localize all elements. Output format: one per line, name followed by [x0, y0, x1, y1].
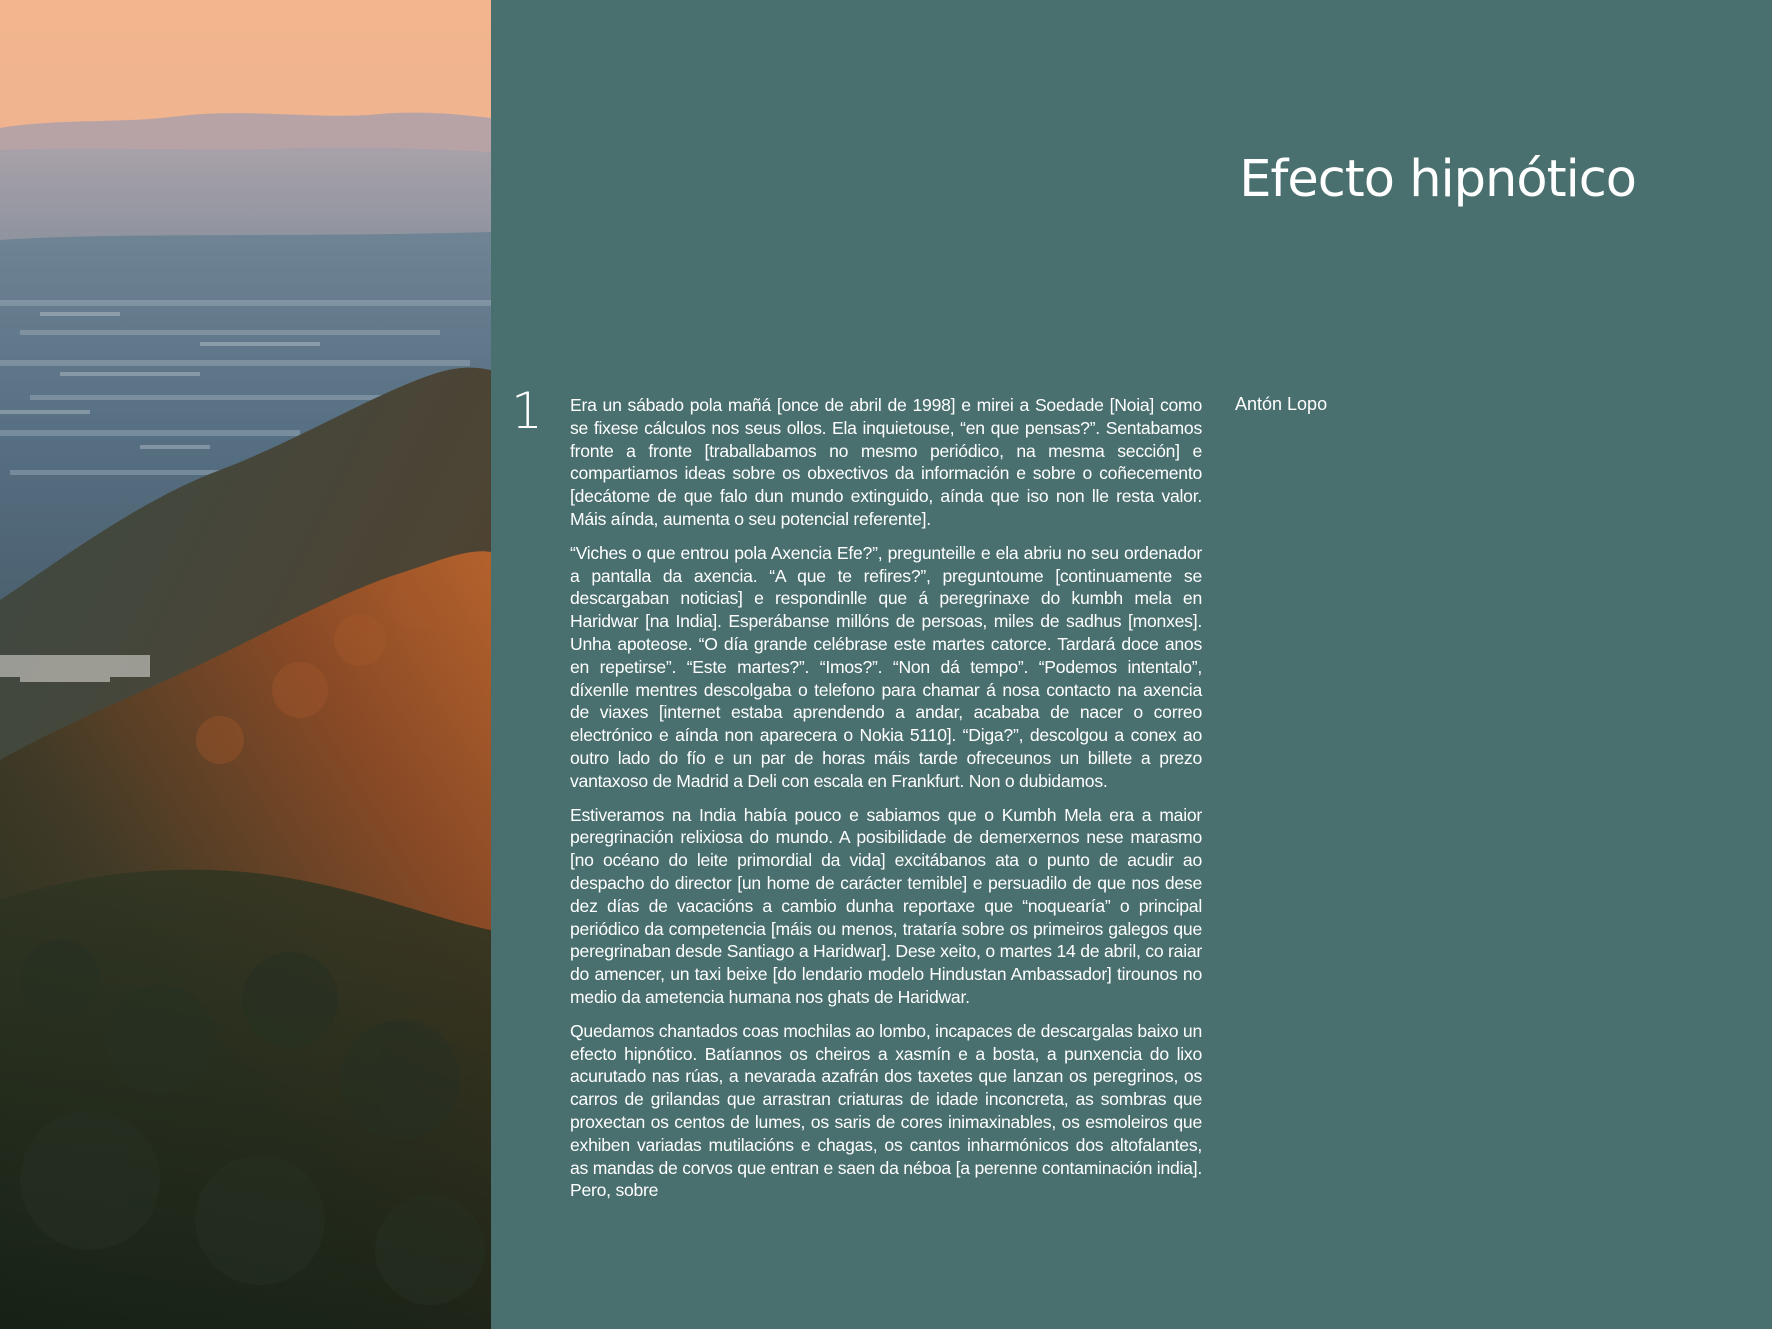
author-name: Antón Lopo	[1235, 394, 1328, 414]
article-body	[570, 394, 1202, 1201]
chapter-number: 1	[511, 382, 543, 440]
article-title: Efecto hipnótico	[1239, 150, 1636, 209]
paragraph: Quedamos chantados coas mochilas ao lombo, incapaces de descargalas baixo un efecto hipnótico. Batíannos os cheiros a xasmín e a bosta, a punxencia do lixo acurutado nas rúas, a nevarada azafrán dos taxetes que lanzan os peregrinos, os carros de grilandas que arrastran criaturas de idade inconcreta, as sombras que proxectan os centos de lumes, os saris de cores inimaxinables, os esmoleiros que exhiben variadas mutilacións e chagas, os cantos inharmónicos dos altofalantes, as mandas de corvos que entran e saen da néboa [a perenne contaminación india]. Pero, sobre	[570, 1020, 1202, 1201]
landscape-photo	[0, 0, 491, 1329]
paragraph: “Viches o que entrou pola Axencia Efe?”, pregunteille e ela abriu no seu ordenador a pantalla da axencia. “A que te refires?”, preguntoume [continuamente se descargaban noticias] e respondinlle que á peregrinaxe do kumbh mela en Haridwar [na India]. Esperábanse millóns de persoas, miles de sadhus [monxes]. Unha apoteose. “O día grande celébrase este martes catorce. Tardará doce anos en repetirse”. “Este martes?”. “Imos?”. “Non dá tempo”. “Podemos intentalo”, díxenlle mentres descolgaba o telefono para chamar á nosa contacto na axencia de viaxes [internet estaba aprendendo a andar, acababa de nacer o correo electrónico e aínda non aparecera o Nokia 5110]. “Diga?”, descolgou a conex ao outro lado do fío e un par de horas máis tarde ofreceunos un billete a prezo vantaxoso de Madrid a Deli con escala en Frankfurt. Non o dubidamos.	[570, 542, 1202, 791]
paragraph: Estiveramos na India había pouco e sabiamos que o Kumbh Mela era a maior peregrinación relixiosa do mundo. A posibilidade de demerxernos nese marasmo [no océano do leite primordial da vida] excitábanos ata o punto de acudir ao despacho do director [un home de carácter temible] e persuadilo de que nos dese dez días de vacacións a cambio dunha reportaxe que “noquearía” o principal periódico da competencia [máis ou menos, trataría sobre os primeiros galegos que peregrinaban desde Santiago a Haridwar]. Dese xeito, o martes 14 de abril, co raiar do amencer, un taxi beixe [do lendario modelo Hindustan Ambassador] tirounos no medio da ametencia humana nos ghats de Haridwar.	[570, 804, 1202, 1007]
paragraph: Era un sábado pola mañá [once de abril de 1998] e mirei a Soedade [Noia] como se fixese cálculos nos seus ollos. Ela inquietouse, “en que pensas?”. Sentabamos fronte a fronte [traballabamos no mesmo periódico, na mesma sección] e compartiamos ideas sobre os obxectivos da información e sobre o coñecemento [decátome de que falo dun mundo extinguido, aínda que iso non lle resta valor. Máis aínda, aumenta o seu potencial referente].	[570, 395, 1202, 529]
